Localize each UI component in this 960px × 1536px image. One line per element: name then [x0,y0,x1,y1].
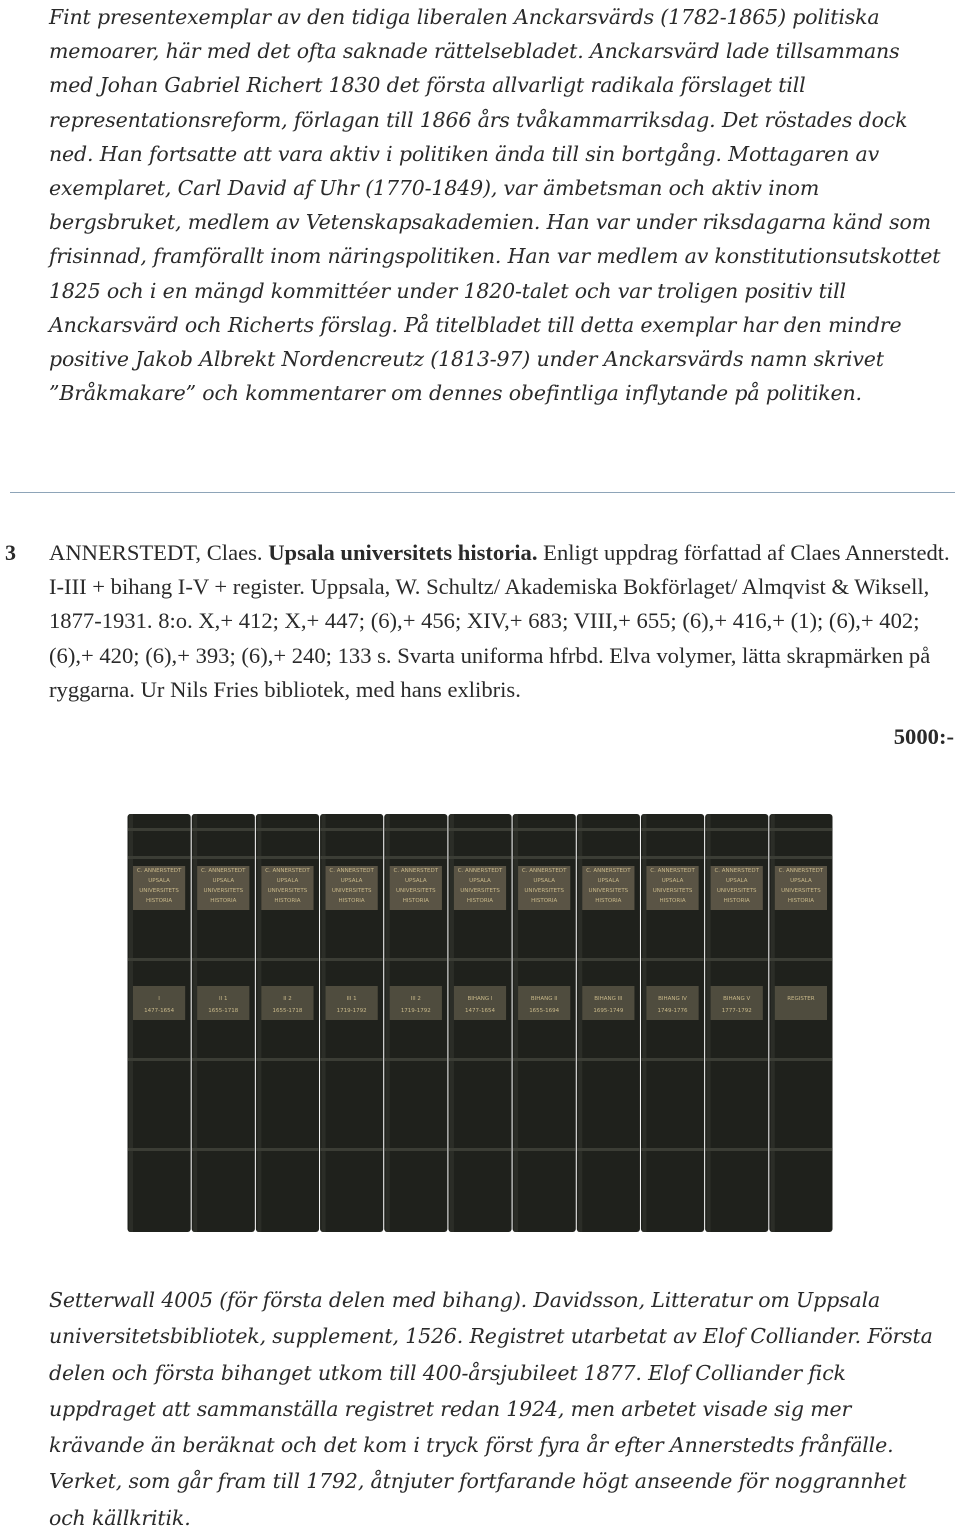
spine-years: 1719-1792 [336,1008,367,1014]
lot-price: 5000:- [893,724,954,749]
spine-years: 1655-1718 [272,1008,303,1014]
book-spine [320,814,383,1232]
spine-volume: II 2 [283,996,292,1002]
spine-title-3: HISTORIA [531,898,558,904]
spine-years: 1655-1718 [208,1008,239,1014]
notes-paragraph: Setterwall 4005 (för första delen med bihang). Davidsson, Litteratur om Uppsala universitetsbibliotek, supplement, 1526. Registret utarbetat av Elof Colliander. Första delen och första bihanget utkom till 400-årsjubileet 1877. Elof Colliander fick uppdraget att sammanställa registret redan 1924, men arbetet visade sig mer krävande än beräknat och det kom i tryck först fyra år efter Annerstedts frånfälle. Verket, som går fram till 1792, åtnjuter fortfarande högt anseende för noggrannhet och källkritik. [49,1288,933,1530]
spine-title-2: UNIVERSITETS [203,888,244,894]
spine-title-2: UNIVERSITETS [139,888,179,894]
spine-author: C. ANNERSTEDT [714,868,760,874]
spine-volume: BIHANG II [530,996,558,1002]
section-divider [10,492,955,493]
spine-title-3: HISTORIA [659,898,686,904]
spine-years: 1695-1749 [593,1008,624,1014]
spine-title-3: HISTORIA [210,898,237,904]
spine-title-2: UNIVERSITETS [652,888,693,894]
spine-title-1: UPSALA [661,878,684,884]
spine-volume: III 2 [410,996,421,1002]
book-spine [577,814,640,1232]
spine-author: C. ANNERSTEDT [200,868,246,874]
spine-title-2: UNIVERSITETS [716,888,757,894]
spine-title-2: UNIVERSITETS [267,888,308,894]
spine-author: C. ANNERSTEDT [778,868,824,874]
spine-title-1: UPSALA [148,878,170,884]
spine-title-3: HISTORIA [274,898,301,904]
spine-title-3: HISTORIA [723,898,750,904]
spine-author: C. ANNERSTEDT [586,868,631,874]
spine-years: 1655-1694 [529,1008,560,1014]
lot-description: Enligt uppdrag författad af Claes Annerstedt. I-III + bihang I-V + register. Uppsala, W. Schultz/ Akademiska Bokförlaget/ Almqvist & Wiksell, 1877-1931. 8:o. X,+ 412; X,+ 447; (6),+ 456; XIV,+ 683; VIII,+ 655; (6),+ 416,+ (1); (6),+ 402; (6),+ 420; (6),+ 393; (6),+ 240; 133 s. Svarta uniforma hfrbd. Elva volymer, lätta skrapmärken på ryggarna. Ur Nils Fries bibliotek, med hans exlibris. [49,540,950,702]
spine-title-3: HISTORIA [338,898,365,904]
spine-volume: BIHANG III [594,996,623,1002]
spine-title-3: HISTORIA [787,898,814,904]
spine-title-1: UPSALA [212,878,235,884]
book-spine [513,814,576,1232]
book-spine [128,814,191,1232]
spine-author: C. ANNERSTEDT [521,868,567,874]
book-spine [641,814,704,1232]
spine-author: C. ANNERSTEDT [265,868,310,874]
lot-number: 3 [5,540,16,565]
spine-title-2: UNIVERSITETS [396,888,436,894]
spine-volume: I [158,996,160,1002]
spine-title-2: UNIVERSITETS [331,888,372,894]
spine-years: 1719-1792 [400,1008,431,1014]
spine-years: 1477-1654 [465,1008,495,1014]
book-spine [384,814,447,1232]
book-spine [448,814,511,1232]
spine-title-2: UNIVERSITETS [524,888,564,894]
spine-title-1: UPSALA [533,878,556,884]
spine-title-3: HISTORIA [402,898,429,904]
lot-author: ANNERSTEDT, Claes. [49,540,263,565]
book-spine [769,814,832,1232]
spine-volume: BIHANG I [467,996,493,1002]
spine-volume: III 1 [346,996,357,1002]
spine-years: 1777-1792 [721,1008,752,1014]
spine-author: C. ANNERSTEDT [136,868,182,874]
spine-title-2: UNIVERSITETS [460,888,500,894]
spine-years: 1477-1654 [144,1008,175,1014]
intro-paragraph: Fint presentexemplar av den tidiga liberalen Anckarsvärds (1782-1865) politiska memoarer, här med det ofta saknade rättelsebladet. Anckarsvärd lade tillsammans med Johan Gabriel Richert 1830 det första allvarligt radikala förslaget till representationsreform, förlagan till 1866 års tvåkammarriksdag. Det röstades dock ned. Han fortsatte att vara aktiv i politiken ända till sin bortgång. Mottagaren av exemplaret, Carl David af Uhr (1770-1849), var ämbetsman och aktiv inom bergsbruket, medlem av Vetenskapsakademien. Han var under riksdagarna känd som frisinnad, framförallt inom näringspolitiken. Han var medlem av konstitutionsutskottet 1825 och i en mängd kommittéer under 1820-talet och var troligen positiv till Anckarsvärd och Richerts förslag. På titelbladet till detta exemplar har den mindre positive Jakob Albrekt Nordencreutz (1813-97) under Anckarsvärds namn skrivet ”Bråkmakare” och kommentarer om dennes obefintliga inflytande på politiken. [49,5,941,406]
lot-title: Upsala universitets historia. [268,540,538,565]
spine-title-1: UPSALA [790,878,812,884]
spine-title-1: UPSALA [404,878,427,884]
book-spines-photo [127,808,833,1232]
spine-author: C. ANNERSTEDT [650,868,695,874]
spine-volume: BIHANG V [723,996,751,1002]
spine-volume: II 1 [219,996,228,1002]
spine-title-1: UPSALA [597,878,620,884]
spine-author: C. ANNERSTEDT [393,868,439,874]
spine-title-3: HISTORIA [466,898,494,904]
spine-title-1: UPSALA [725,878,748,884]
spine-author: C. ANNERSTEDT [329,868,374,874]
spine-title-1: UPSALA [340,878,363,884]
lot-entry [49,536,955,707]
spine-years: 1749-1776 [657,1008,688,1014]
spine-title-2: UNIVERSITETS [781,888,821,894]
spine-title-3: HISTORIA [146,898,173,904]
spine-volume: REGISTER [787,996,815,1002]
book-spine [192,814,255,1232]
book-spine [705,814,768,1232]
spine-title-1: UPSALA [469,878,491,884]
spine-volume: BIHANG IV [658,996,687,1002]
spine-title-1: UPSALA [276,878,299,884]
book-spine [256,814,319,1232]
spine-author: C. ANNERSTEDT [457,868,503,874]
spine-title-2: UNIVERSITETS [588,888,629,894]
spine-title-3: HISTORIA [595,898,622,904]
